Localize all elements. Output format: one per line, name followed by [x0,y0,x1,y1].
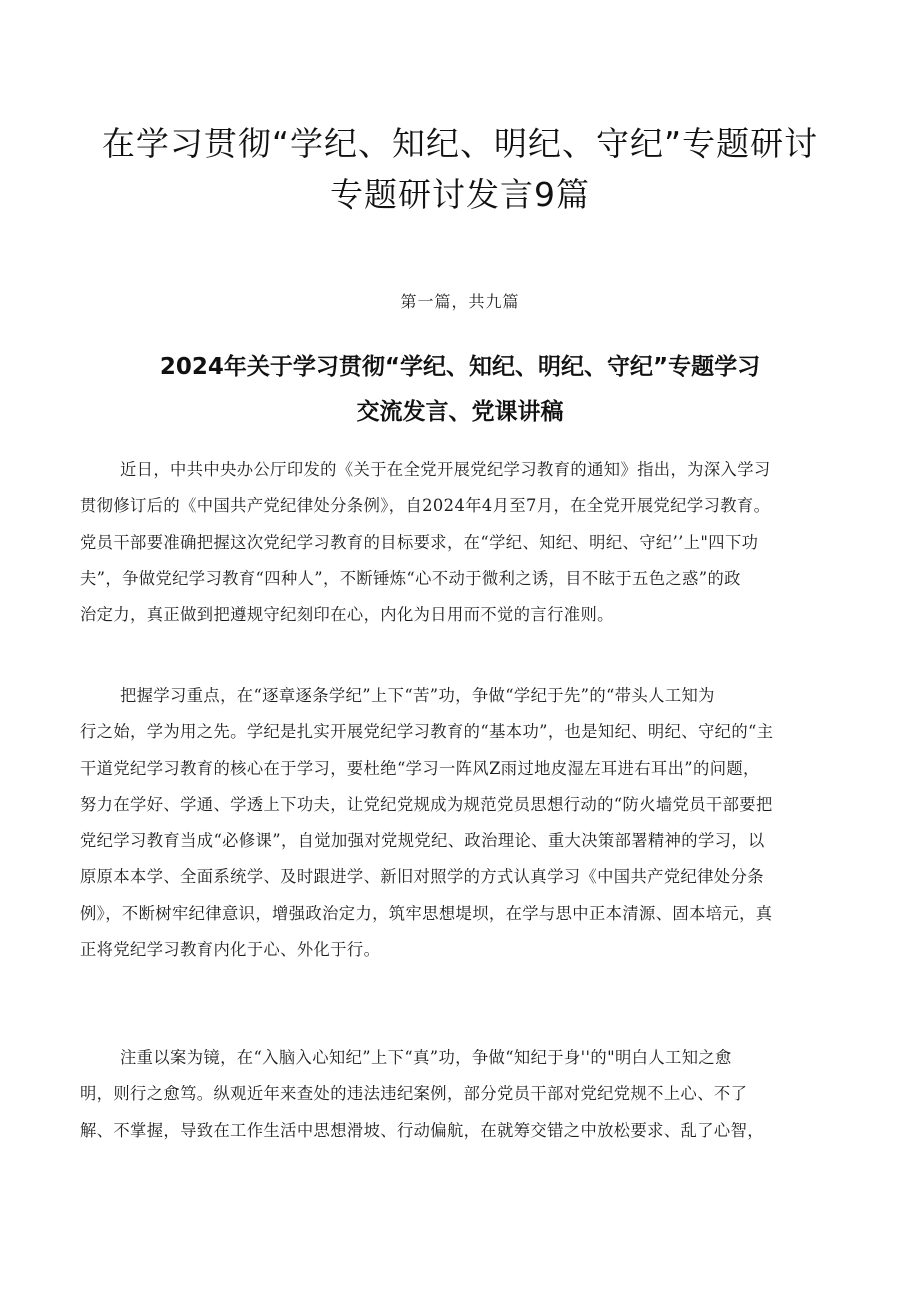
paragraph-line: 干道党纪学习教育的核心在于学习，要杜绝“学习一阵风Z雨过地皮湿左耳进右耳出”的问题， [80,758,760,778]
paragraph-line: 例》，不断树牢纪律意识，增强政治定力，筑牢思想堤坝，在学与思中正本清源、固本培元，真 [80,903,773,923]
paragraph-line: 努力在学好、学通、学透上下功夫，让党纪党规成为规范党员思想行动的“防火墙党员干部要把 [80,794,773,814]
paragraph-line: 行之始，学为用之先。学纪是扎实开展党纪学习教育的“基本功”，也是知纪、明纪、守纪的“主 [80,722,774,742]
paragraph-line: 原原本本学、全面系统学、及时跟进学、新旧对照学的方式认真学习《中国共产党纪律处分条 [80,867,764,887]
paragraph-line: 夫”，争做党纪学习教育“四种人”，不断锤炼“心不动于微利之诱，目不眩于五色之惑”的政 [80,568,741,588]
paragraph-line: 党员干部要准确把握这次党纪学习教育的目标要求，在“学纪、知纪、明纪、守纪’’上"四下功 [80,532,759,552]
main-title [60,118,860,220]
paragraph-line: 正将党纪学习教育内化于心、外化于行。 [80,940,381,960]
sub-title-line-1: 2024年关于学习贯彻“学纪、知纪、明纪、守纪”专题学习 [159,354,761,380]
paragraph-line: 解、不掌握，导致在工作生活中思想滑坡、行动偏航，在就筹交错之中放松要求、乱了心智， [80,1120,764,1140]
main-title-line-2: 专题研讨发言9篇 [330,175,590,214]
part-label: 第一篇，共九篇 [400,292,520,311]
body-paragraph-2 [80,678,855,968]
paragraph-line: 治定力，真正做到把遵规守纪刻印在心，内化为日用而不觉的言行准则。 [80,605,614,625]
paragraph-line: 贯彻修订后的《中国共产党纪律处分条例》，自2024年4月至7月，在全党开展党纪学习教育。 [80,496,771,516]
paragraph-line: 党纪学习教育当成“必修课”，自觉加强对党规党纪、政治理论、重大决策部署精神的学习，以 [80,831,765,851]
paragraph-line: 近日，中共中央办公厅印发的《关于在全党开展党纪学习教育的通知》指出，为深入学习 [120,460,771,479]
paragraph-line: 明，则行之愈笃。纵观近年来查处的违法违纪案例，部分党员干部对党纪党规不上心、不了 [80,1084,748,1104]
body-paragraph-1 [80,452,855,633]
paragraph-line: 注重以案为镜，在“入脑入心知纪”上下“真”功，争做“知纪于身''的"明白人工知之愈 [120,1048,732,1067]
main-title-line-1: 在学习贯彻“学纪、知纪、明纪、守纪”专题研讨 [101,124,819,163]
sub-title [90,345,830,435]
paragraph-line: 把握学习重点，在“逐章逐条学纪”上下“苦”功，争做“学纪于先”的“带头人工知为 [120,686,715,705]
sub-title-line-2: 交流发言、党课讲稿 [356,399,564,425]
body-paragraph-3 [80,1040,855,1149]
